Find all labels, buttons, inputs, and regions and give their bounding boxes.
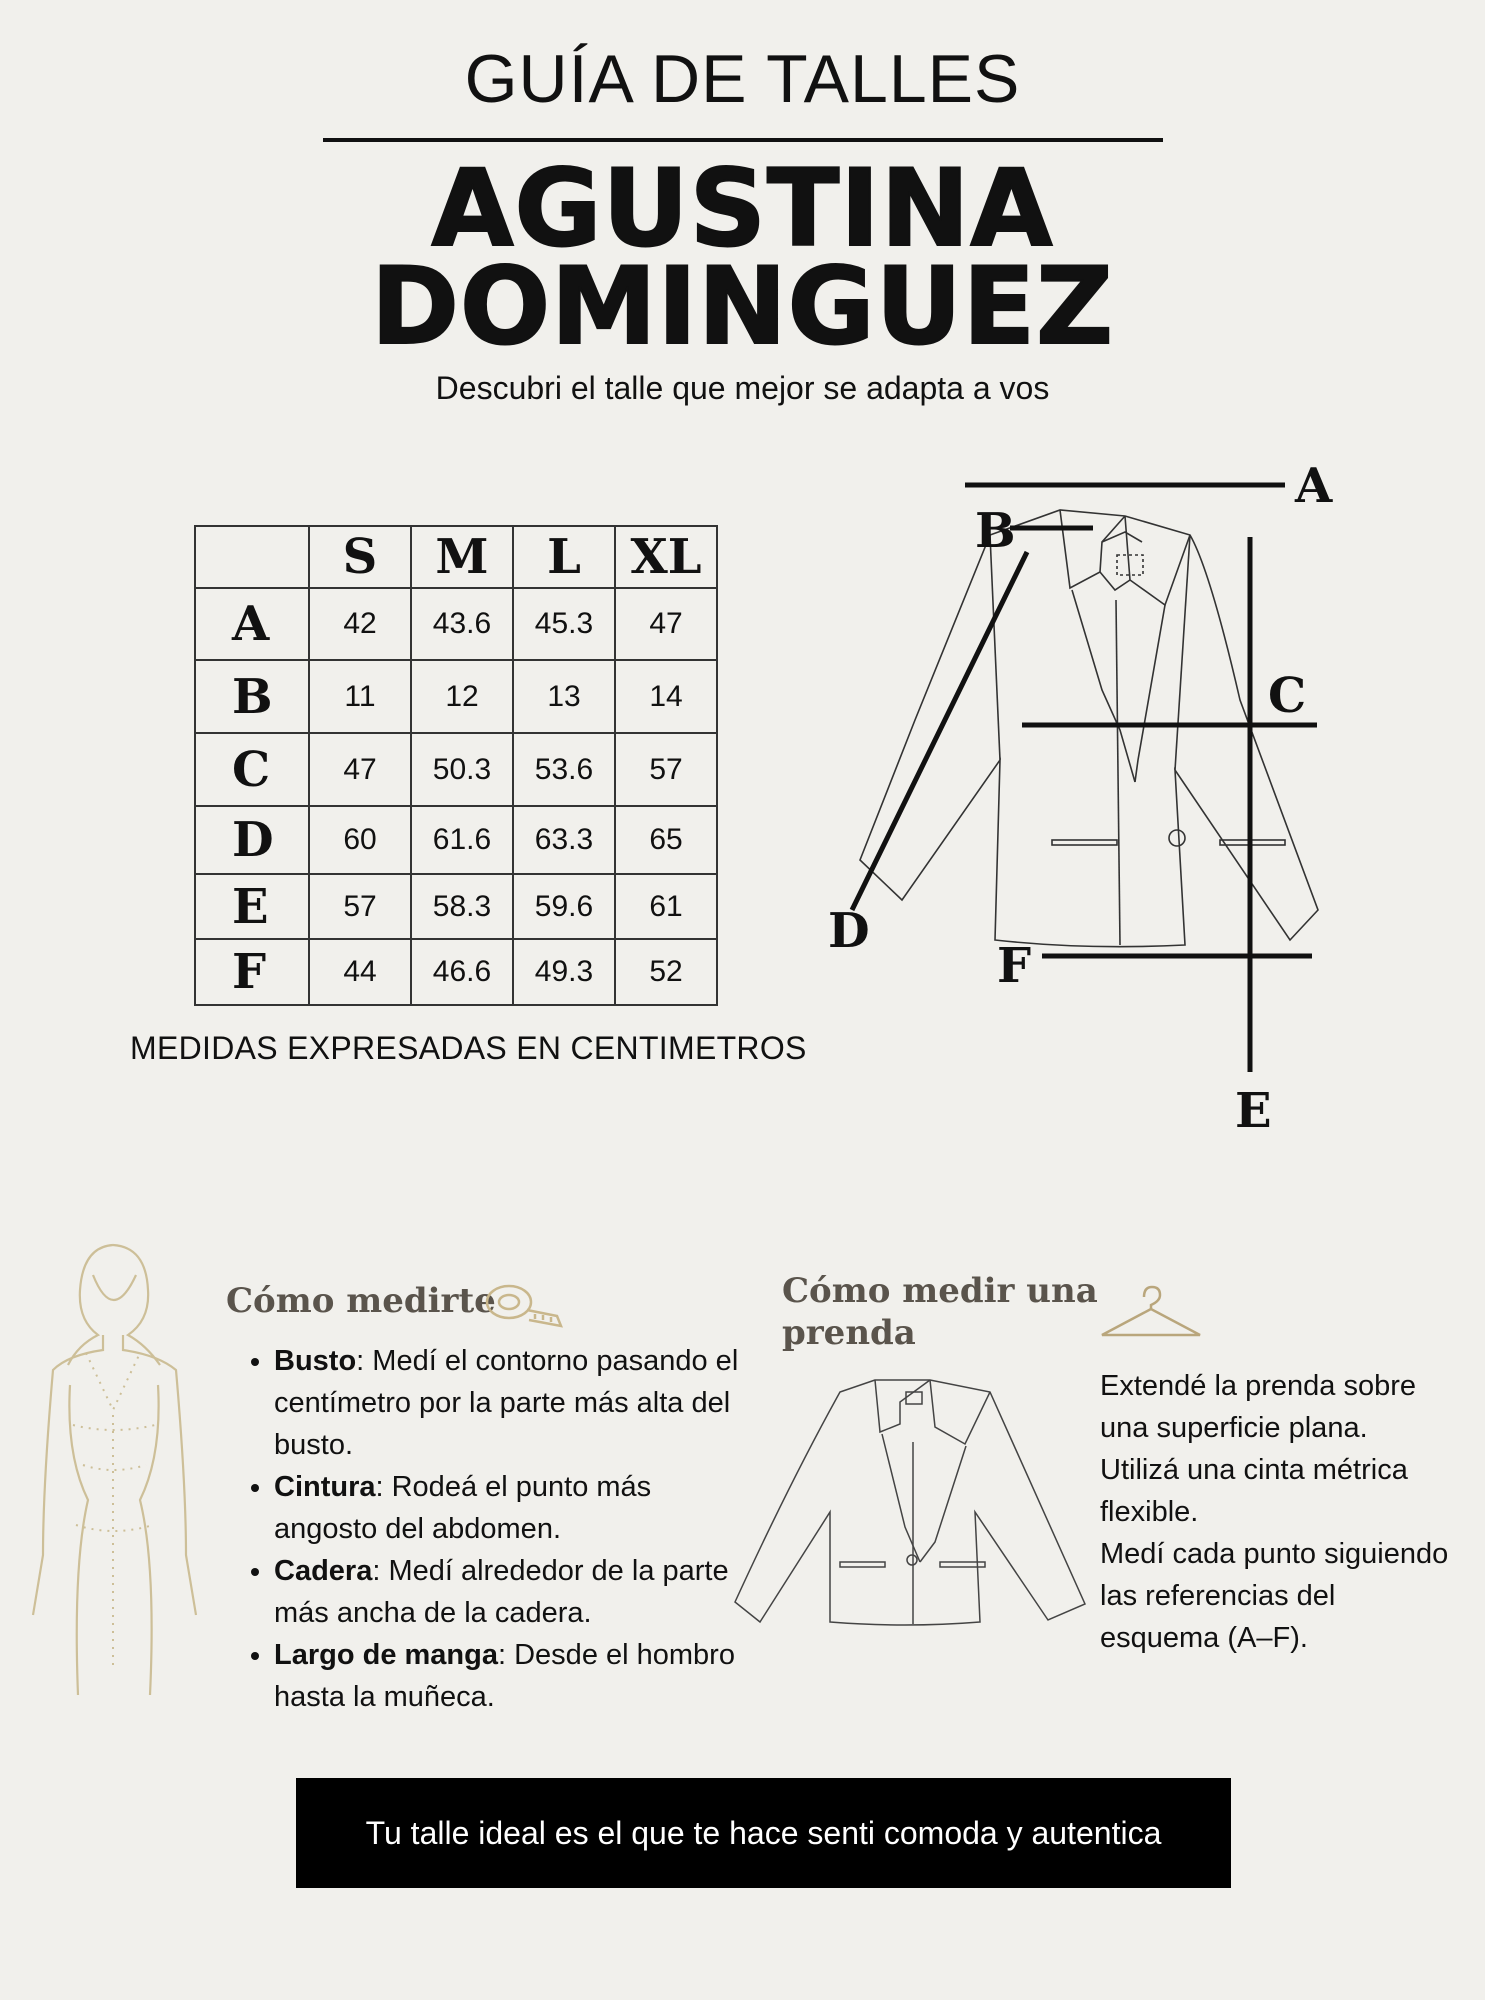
guide-title: GUÍA DE TALLES	[464, 41, 1021, 117]
list-item	[274, 1550, 754, 1634]
size-header-l: L	[513, 526, 615, 588]
table-cell: 14	[615, 660, 717, 733]
list-item-text: : Rodeá el punto más angosto del abdomen.	[274, 1471, 652, 1545]
table-cell: 45.3	[513, 588, 615, 660]
list-item-term: Busto	[274, 1345, 357, 1377]
list-item	[274, 1466, 754, 1550]
garment-instructions	[1100, 1365, 1485, 1659]
table-cell: 61.6	[411, 806, 513, 874]
measure-garment-heading	[782, 1270, 1098, 1354]
title-divider	[323, 138, 1163, 142]
instruction-line: las referencias del	[1100, 1580, 1336, 1612]
table-cell: 50.3	[411, 733, 513, 806]
size-table	[194, 525, 718, 1006]
row-label-e: E	[195, 874, 309, 939]
table-cell: 49.3	[513, 939, 615, 1005]
table-row	[195, 939, 717, 1005]
table-cell: 60	[309, 806, 411, 874]
list-item-text: : Desde el hombro hasta la muñeca.	[274, 1639, 735, 1713]
table-cell: 47	[309, 733, 411, 806]
measure-yourself-heading: Cómo medirte	[226, 1281, 496, 1321]
table-cell: 53.6	[513, 733, 615, 806]
diagram-label-b: B	[975, 503, 1016, 559]
brand-name-line2: DOMINGUEZ	[370, 245, 1115, 368]
table-cell: 47	[615, 588, 717, 660]
hanger-icon	[1098, 1283, 1204, 1343]
instruction-line: flexible.	[1100, 1496, 1199, 1528]
blazer-diagram	[820, 460, 1485, 1140]
table-cell: 65	[615, 806, 717, 874]
footer-banner	[296, 1778, 1231, 1888]
subtitle: Descubri el talle que mejor se adapta a vos	[435, 370, 1050, 406]
size-header-xl: XL	[615, 526, 717, 588]
row-label-c: C	[195, 733, 309, 806]
table-cell: 52	[615, 939, 717, 1005]
measure-garment-heading-line2: prenda	[782, 1313, 916, 1353]
table-cell: 63.3	[513, 806, 615, 874]
measuring-tape-icon	[483, 1280, 565, 1332]
instruction-line: una superficie plana.	[1100, 1412, 1368, 1444]
row-label-b: B	[195, 660, 309, 733]
instruction-line: Utilizá una cinta métrica	[1100, 1454, 1408, 1486]
woman-figure-illustration	[18, 1235, 208, 1695]
table-cell: 12	[411, 660, 513, 733]
table-cell: 57	[615, 733, 717, 806]
units-note: MEDIDAS EXPRESADAS EN CENTIMETROS	[130, 1030, 807, 1066]
brand-name-line1: AGUSTINA	[431, 147, 1054, 270]
table-cell: 46.6	[411, 939, 513, 1005]
corner-cell	[195, 526, 309, 588]
diagram-label-e: E	[1235, 1083, 1272, 1139]
footer-banner-text: Tu talle ideal es el que te hace senti comoda y autentica	[365, 1814, 1162, 1851]
list-item-text: : Medí alrededor de la parte más ancha de la cadera.	[274, 1555, 729, 1629]
table-row	[195, 874, 717, 939]
size-header-s: S	[309, 526, 411, 588]
garment-sketch	[730, 1372, 1090, 1632]
instruction-line: esquema (A–F).	[1100, 1622, 1308, 1654]
table-cell: 13	[513, 660, 615, 733]
row-label-d: D	[195, 806, 309, 874]
table-cell: 42	[309, 588, 411, 660]
list-item-text: : Medí el contorno pasando el centímetro por la parte más alta del busto.	[274, 1345, 739, 1461]
list-item-term: Largo de manga	[274, 1639, 498, 1671]
brand-name	[0, 147, 1485, 368]
table-cell: 11	[309, 660, 411, 733]
table-row	[195, 588, 717, 660]
size-header-m: M	[411, 526, 513, 588]
diagram-label-c: C	[1268, 668, 1307, 724]
table-cell: 61	[615, 874, 717, 939]
table-cell: 43.6	[411, 588, 513, 660]
list-item	[274, 1340, 754, 1466]
table-row	[195, 660, 717, 733]
measure-lines	[852, 485, 1317, 1072]
table-cell: 44	[309, 939, 411, 1005]
table-cell: 58.3	[411, 874, 513, 939]
instruction-line: Medí cada punto siguiendo	[1100, 1538, 1449, 1570]
diagram-label-d: D	[828, 903, 870, 959]
list-item-term: Cadera	[274, 1555, 373, 1587]
measure-yourself-list	[240, 1340, 754, 1718]
list-item-term: Cintura	[274, 1471, 376, 1503]
row-label-f: F	[195, 939, 309, 1005]
diagram-label-f: F	[997, 938, 1032, 994]
measure-garment-heading-line1: Cómo medir una	[782, 1271, 1098, 1311]
table-row	[195, 733, 717, 806]
table-cell: 59.6	[513, 874, 615, 939]
instruction-line: Extendé la prenda sobre	[1100, 1370, 1416, 1402]
list-item	[274, 1634, 754, 1718]
row-label-a: A	[195, 588, 309, 660]
table-cell: 57	[309, 874, 411, 939]
table-row	[195, 806, 717, 874]
diagram-label-a: A	[1295, 458, 1333, 514]
